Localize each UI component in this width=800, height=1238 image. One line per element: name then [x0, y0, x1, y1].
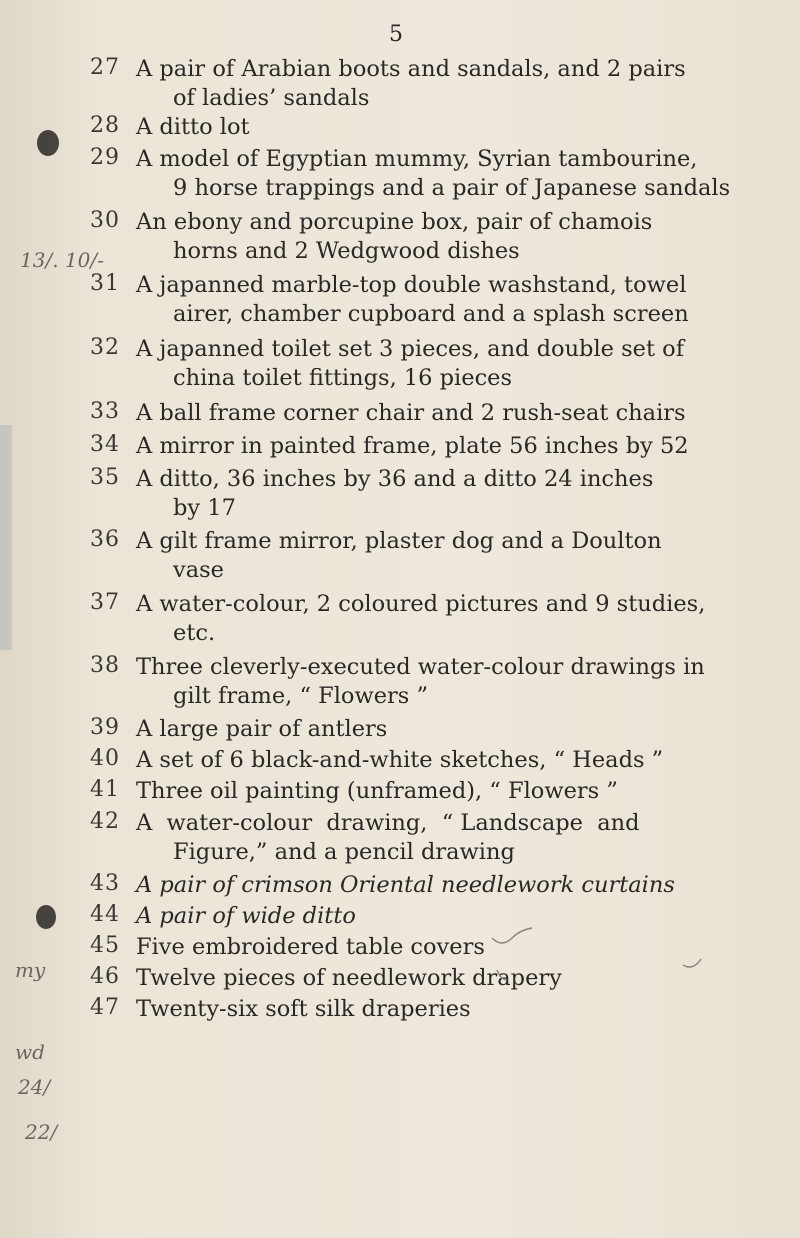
lot-number: 27 [90, 55, 120, 80]
lot-description [136, 399, 786, 428]
lot-text-line: A water-colour, 2 coloured pictures and 9 studies, [136, 591, 706, 617]
lot-description [136, 208, 786, 266]
lot-number: 46 [90, 964, 120, 989]
lot-number: 45 [90, 933, 120, 958]
lot-number: 39 [90, 715, 120, 740]
lot-number: 28 [90, 113, 120, 138]
lot-text-line: gilt frame, “ Flowers ” [173, 683, 428, 709]
lot-description [136, 777, 786, 806]
lot-text-line: Twelve pieces of needlework drapery [136, 965, 562, 991]
lot-text-line: 9 horse trappings and a pair of Japanese sandals [173, 175, 731, 201]
lot-description [136, 933, 786, 962]
lot-description [136, 432, 786, 461]
lot-text-line: etc. [173, 620, 216, 646]
lot-number: 44 [90, 902, 120, 927]
lot-text-line: A set of 6 black-and-white sketches, “ Heads ” [136, 747, 664, 773]
lot-text-line: of ladies’ sandals [173, 85, 370, 111]
lot-text-line: Three cleverly-executed water-colour drawings in [136, 654, 705, 680]
lot-number: 30 [90, 208, 120, 233]
lot-number: 29 [90, 145, 120, 170]
lot-description [136, 809, 786, 867]
lot-number: 33 [90, 399, 120, 424]
lot-text-line: china toilet fittings, 16 pieces [173, 365, 513, 391]
lot-text-line: A mirror in painted frame, plate 56 inches by 52 [136, 433, 689, 459]
lot-number: 47 [90, 995, 120, 1020]
lot-description [136, 271, 786, 329]
lot-description [136, 902, 786, 931]
lot-number: 42 [90, 809, 120, 834]
handwritten-marginalia: 24/ [18, 1075, 51, 1099]
lot-number: 34 [90, 432, 120, 457]
handwritten-marginalia: 22/ [25, 1120, 58, 1144]
lot-description [136, 55, 786, 113]
lot-text-line: A water-colour drawing, “ Landscape and [136, 810, 640, 836]
lot-description [136, 871, 786, 900]
lot-description [136, 465, 786, 523]
lot-description [136, 335, 786, 393]
lot-number: 35 [90, 465, 120, 490]
paper-discoloration [0, 425, 12, 650]
lot-text-line: A japanned toilet set 3 pieces, and double set of [136, 336, 685, 362]
lot-description [136, 653, 786, 711]
lot-number: 38 [90, 653, 120, 678]
lot-text-line: airer, chamber cupboard and a splash screen [173, 301, 689, 327]
lot-description [136, 746, 786, 775]
handwritten-marginalia: my [15, 958, 46, 982]
lot-text-line: Five embroidered table covers [136, 934, 485, 960]
lot-text-line: An ebony and porcupine box, pair of chamois [136, 209, 653, 235]
lot-description [136, 590, 786, 648]
lot-number: 43 [90, 871, 120, 896]
lot-description [136, 113, 786, 142]
lot-text-line: A ball frame corner chair and 2 rush-seat chairs [136, 400, 686, 426]
lot-text-line: A model of Egyptian mummy, Syrian tambourine, [136, 146, 698, 172]
lot-number: 36 [90, 527, 120, 552]
handwritten-marginalia: wd [15, 1040, 45, 1064]
lot-number: 32 [90, 335, 120, 360]
lot-number: 40 [90, 746, 120, 771]
lot-text-line: A ditto, 36 inches by 36 and a ditto 24 inches [136, 466, 654, 492]
lot-text-line: A pair of crimson Oriental needlework curtains [136, 872, 675, 898]
lot-description [136, 527, 786, 585]
lot-text-line: A large pair of antlers [136, 716, 388, 742]
lot-number: 31 [90, 271, 120, 296]
lot-text-line: A pair of wide ditto [136, 903, 356, 929]
lot-text-line: Three oil painting (unframed), “ Flowers ” [136, 778, 618, 804]
lot-number: 37 [90, 590, 120, 615]
page-number: 5 [389, 22, 403, 47]
lot-text-line: horns and 2 Wedgwood dishes [173, 238, 520, 264]
handwritten-marginalia: 13/. 10/- [20, 248, 104, 272]
lot-text-line: Twenty-six soft silk draperies [136, 996, 471, 1022]
lot-text-line: A gilt frame mirror, plaster dog and a Doulton [136, 528, 662, 554]
lot-text-line: A ditto lot [136, 114, 250, 140]
lot-text-line: A japanned marble-top double washstand, towel [136, 272, 687, 298]
lot-text-line: A pair of Arabian boots and sandals, and 2 pairs [136, 56, 686, 82]
lot-text-line: Figure,” and a pencil drawing [173, 839, 515, 865]
lot-text-line: by 17 [173, 495, 236, 521]
lot-description [136, 995, 786, 1024]
lot-description [136, 715, 786, 744]
lot-text-line: vase [173, 557, 224, 583]
lot-description [136, 964, 786, 993]
lot-description [136, 145, 786, 203]
lot-number: 41 [90, 777, 120, 802]
